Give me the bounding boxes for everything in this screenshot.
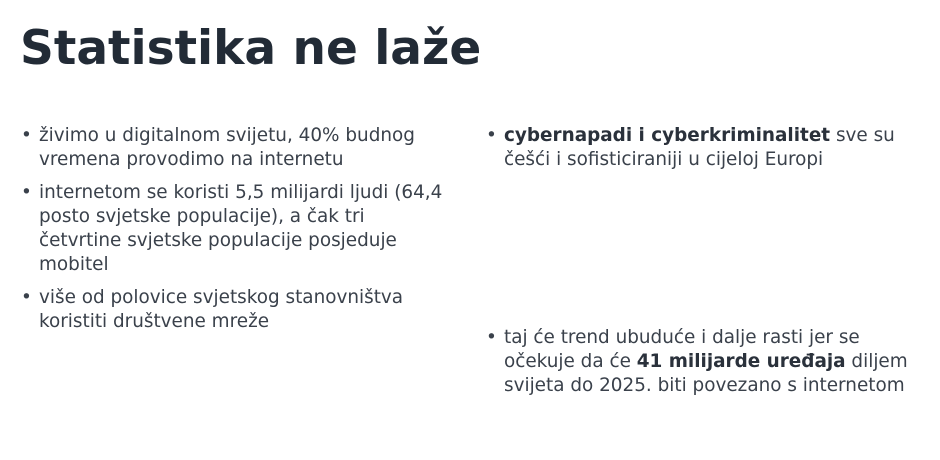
right-bullet-list [485, 124, 930, 398]
text-cyberattacks-rest: sve su češći i sofisticiraniji u cijeloj Europi [504, 125, 895, 171]
left-bullet-list [20, 124, 450, 342]
bullet-item-digital-time: • živimo u digitalnom svijetu, 40% budnog vremena provodimo na internetu [20, 124, 450, 173]
bold-text-cyberattacks: cybernapadi i cyberkriminalitet [504, 125, 831, 146]
bullet-item-social-networks: • više od polovice svjetskog stanovništva koristiti društvene mreže [20, 286, 450, 335]
text-trend-before: taj će trend ubuduće i dalje rasti jer se očekuje da će [504, 326, 860, 372]
bullet-item-cyberattacks [485, 124, 930, 173]
bullet-item-internet-users: • internetom se koristi 5,5 milijardi ljudi (64,4 posto svjetske populacije), a čak tri četvrtine svjetske populacije posjeduje mobitel [20, 181, 450, 278]
slide-title: Statistika ne laže [20, 21, 482, 76]
text-trend-after: diljem svijeta do 2025. biti povezano s internetom [504, 350, 908, 397]
bullet-item-device-trend [485, 326, 930, 399]
bold-text-devices: 41 milijarde uređaja [636, 350, 846, 372]
